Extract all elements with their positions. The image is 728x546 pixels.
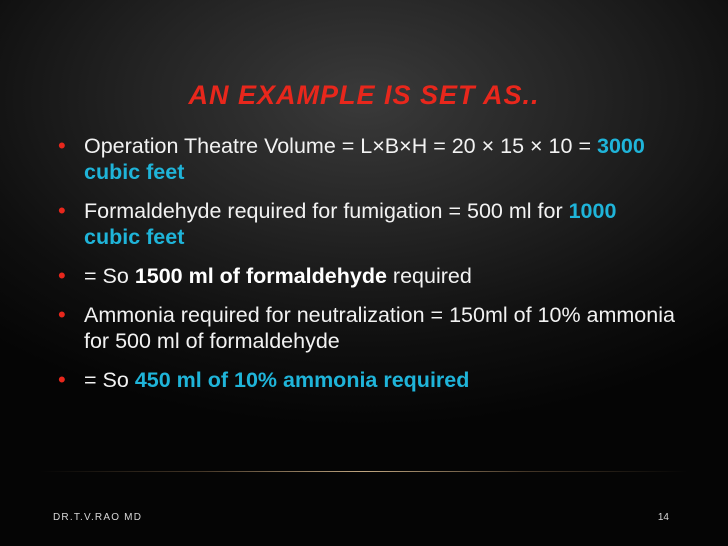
bullet-highlight: 3000 cubic feet bbox=[84, 134, 645, 184]
bullet-text: Formaldehyde required for fumigation = 500 ml for bbox=[84, 199, 569, 223]
footer-divider bbox=[40, 471, 688, 472]
bullet-item-ammonia-result bbox=[58, 367, 678, 393]
bullet-text: Operation Theatre Volume = L×B×H = 20 × 15 × 10 = bbox=[84, 134, 597, 158]
slide-title: AN EXAMPLE IS SET AS.. bbox=[188, 80, 540, 110]
bullet-icon: • bbox=[58, 133, 66, 158]
bullet-highlight: 1000 cubic feet bbox=[84, 199, 617, 249]
bullet-icon: • bbox=[58, 302, 66, 327]
bullet-highlight: 450 ml of 10% ammonia required bbox=[134, 368, 470, 392]
bullet-item-ammonia bbox=[58, 302, 678, 354]
bullet-icon: • bbox=[58, 198, 66, 223]
bullet-prefix: = So bbox=[84, 264, 135, 288]
page-number: 14 bbox=[657, 512, 669, 523]
bullet-suffix: required bbox=[386, 264, 472, 288]
bullet-text: Ammonia required for neutralization = 150ml of 10% ammonia for 500 ml of formaldehyde bbox=[84, 303, 675, 353]
bullet-bold-text: 1500 ml of formaldehyde bbox=[134, 264, 387, 288]
bullet-item-formaldehyde bbox=[58, 198, 678, 250]
bullet-icon: • bbox=[58, 367, 66, 392]
bullet-item-formaldehyde-result bbox=[58, 263, 678, 289]
bullet-icon: • bbox=[58, 263, 66, 288]
bullet-list bbox=[58, 133, 678, 406]
bullet-prefix: = So bbox=[84, 368, 135, 392]
footer-author: DR.T.V.RAO MD bbox=[53, 512, 143, 523]
bullet-item-ot-volume bbox=[58, 133, 678, 185]
